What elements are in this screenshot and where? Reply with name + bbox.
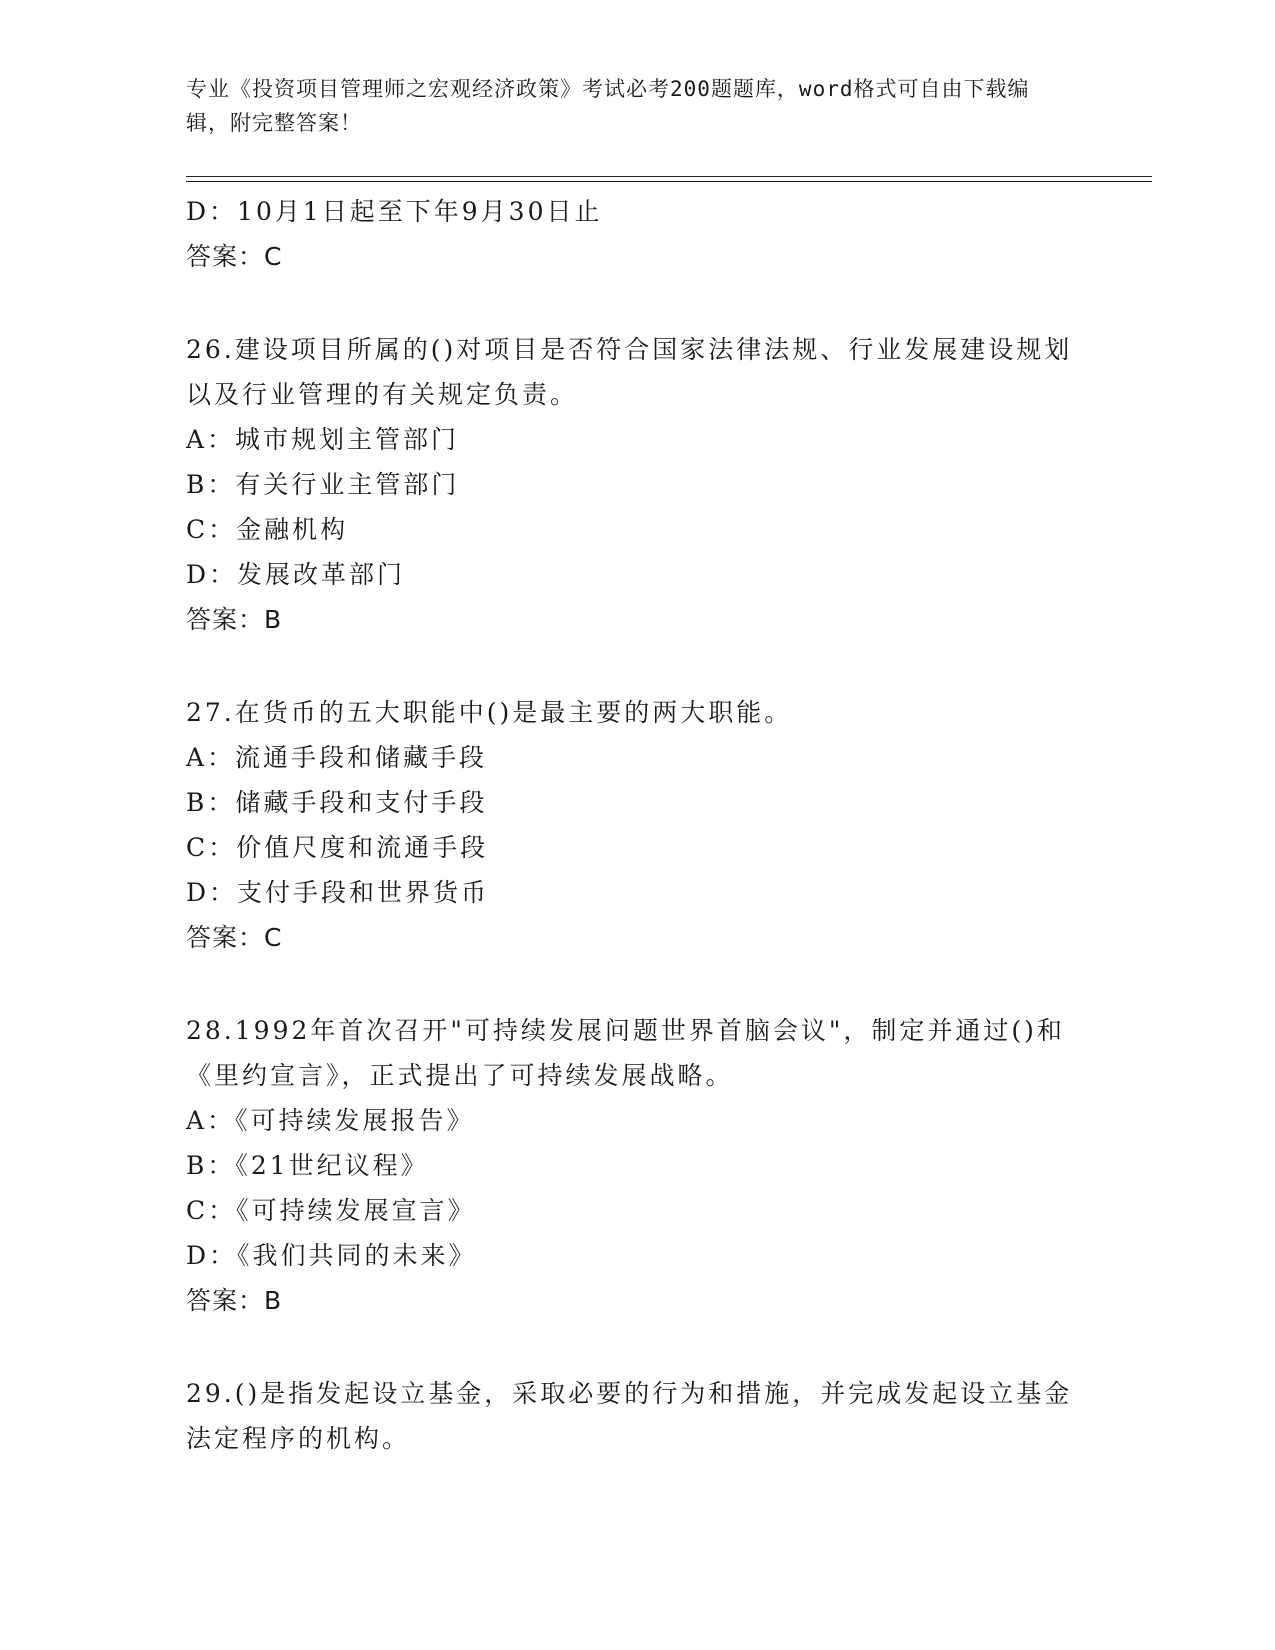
spacer [186,643,1086,690]
option-a: A：《可持续发展报告》 [186,1106,475,1135]
option-b: B：《21世纪议程》 [186,1151,429,1180]
question-text: 27.在货币的五大职能中()是最主要的两大职能。 [186,698,793,727]
option-a: A：流通手段和储藏手段 [186,743,488,772]
option-c: C：《可持续发展宣言》 [186,1196,476,1225]
question-29 [186,1371,1086,1461]
answer-line: 答案：B [186,1286,283,1315]
question-27 [186,690,1086,961]
header-divider-top [186,176,1152,177]
answer-line: 答案：C [186,242,283,271]
option-a: A：城市规划主管部门 [186,425,460,454]
option-c: C：金融机构 [186,515,349,544]
spacer [186,961,1086,1008]
option-c: C：价值尺度和流通手段 [186,833,489,862]
option-b: B：有关行业主管部门 [186,470,460,499]
option-d: D：《我们共同的未来》 [186,1241,477,1270]
spacer [186,280,1086,327]
option-b: B：储藏手段和支付手段 [186,788,488,817]
question-text: 29.()是指发起设立基金，采取必要的行为和措施，并完成发起设立基金法定程序的机构。 [186,1379,1073,1453]
answer-line: 答案：B [186,605,283,634]
header-divider-bottom [186,181,1152,182]
answer-line: 答案：C [186,923,283,952]
option-d: D：支付手段和世界货币 [186,878,490,907]
question-text: 28.1992年首次召开"可持续发展问题世界首脑会议"，制定并通过()和《里约宣言》，正式提出了可持续发展战略。 [186,1016,1065,1090]
question-28 [186,1008,1086,1324]
question-26 [186,327,1086,643]
question-content [186,189,1086,1461]
document-header: 专业《投资项目管理师之宏观经济政策》考试必考200题题库，word格式可自由下载编辑，附完整答案！ [186,77,1030,135]
option-d: D：10月1日起至下年9月30日止 [186,197,603,226]
option-d: D：发展改革部门 [186,560,406,589]
question-text: 26.建设项目所属的()对项目是否符合国家法律法规、行业发展建设规划以及行业管理的有关规定负责。 [186,335,1073,409]
previous-question-tail [186,189,1086,280]
spacer [186,1324,1086,1371]
